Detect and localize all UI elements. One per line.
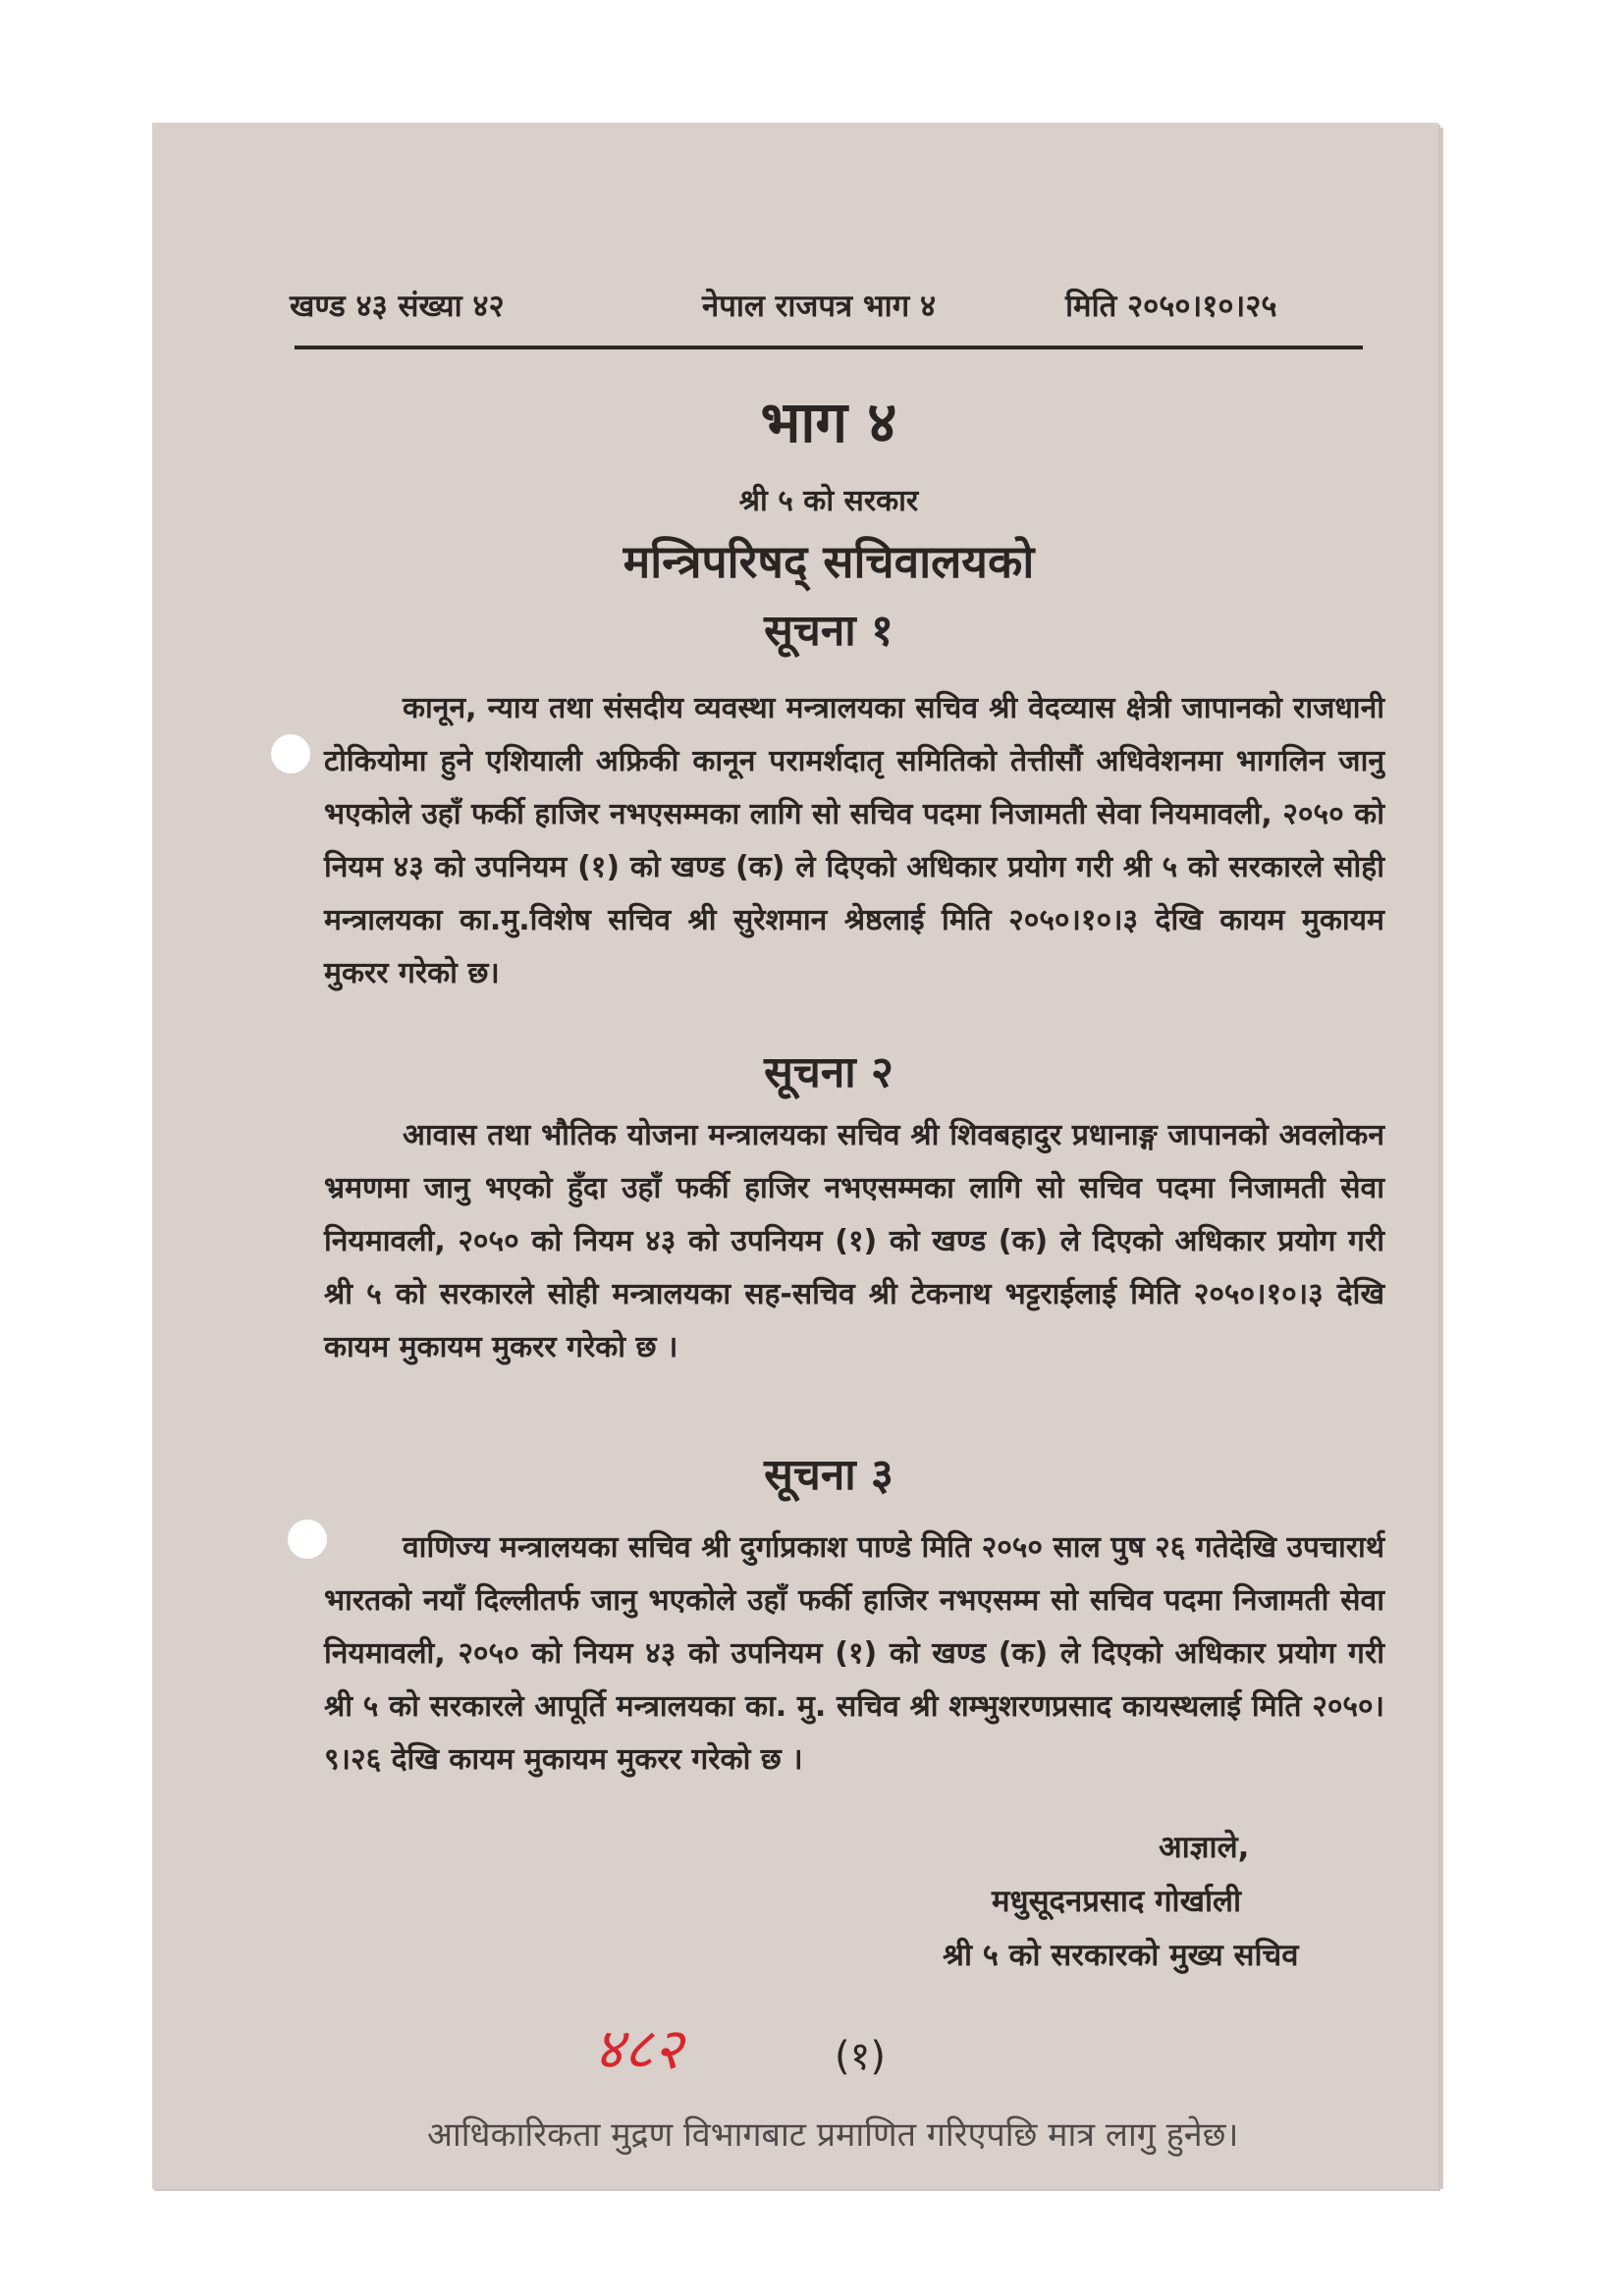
gazette-date: मिति २०५०।१०।२५: [1065, 289, 1277, 324]
gazette-name: नेपाल राजपत्र भाग ४: [702, 289, 937, 324]
government-heading: श्री ५ को सरकार: [738, 484, 919, 518]
notice-3-body: [324, 1522, 1384, 1787]
notice-3-title: सूचना ३: [764, 1450, 893, 1500]
notice-1-text: कानून, न्याय तथा संसदीय व्यवस्था मन्त्रालयका सचिव श्री वेदव्यास क्षेत्री जापानको राजधानी टोकियोमा हुने एशियाली अफ्रिकी कानून परामर्शदातृ समितिको तेत्तीसौं अधिवेशनमा भागलिन जानु भएकोले उहाँ फर्की हाजिर नभएसम्मका लागि सो सचिव पदमा निजामती सेवा नियमावली, २०५० को नियम ४३ को उपनियम (१) को खण्ड (क) ले दिएको अधिकार प्रयोग गरी श्री ५ को सरकारले सोही मन्त्रालयका का.मु.विशेष सचिव श्री सुरेशमान श्रेष्ठलाई मिति २०५०।१०।३ देखि कायम मुकायम मुकरर गरेको छ।: [324, 691, 1384, 990]
punch-hole-bottom: [288, 1520, 327, 1559]
signatory-name: मधुसूदनप्रसाद गोर्खाली: [992, 1884, 1242, 1919]
punch-hole-top: [271, 734, 310, 774]
handwritten-page-number: ४८२: [594, 2015, 683, 2082]
part-heading: भाग ४: [760, 389, 897, 455]
gazette-header: [290, 285, 1360, 324]
header-divider: [295, 346, 1363, 349]
office-heading: मन्त्रिपरिषद् सचिवालयको: [623, 535, 1035, 588]
notice-2-text: आवास तथा भौतिक योजना मन्त्रालयका सचिव श्री शिवबहादुर प्रधानाङ्ग जापानको अवलोकन भ्रमणमा जानु भएको हुँदा उहाँ फर्की हाजिर नभएसम्मका लागि सो सचिव पदमा निजामती सेवा नियमावली, २०५० को नियम ४३ को उपनियम (१) को खण्ड (क) ले दिएको अधिकार प्रयोग गरी श्री ५ को सरकारले सोही मन्त्रालयका सह-सचिव श्री टेकनाथ भट्टराईलाई मिति २०५०।१०।३ देखि कायम मुकायम मुकरर गरेको छ ।: [324, 1118, 1384, 1364]
notice-1-body: [324, 682, 1384, 1000]
notice-2-title: सूचना २: [764, 1047, 893, 1097]
signatory-designation: श्री ५ को सरकारको मुख्य सचिव: [943, 1938, 1299, 1973]
notice-2-body: [324, 1109, 1384, 1374]
notice-1-title: सूचना १: [764, 606, 893, 656]
by-order-text: आज्ञाले,: [1159, 1830, 1250, 1865]
notice-3-text: वाणिज्य मन्त्रालयका सचिव श्री दुर्गाप्रकाश पाण्डे मिति २०५० साल पुष २६ गतेदेखि उपचारार्थ भारतको नयाँ दिल्लीतर्फ जानु भएकोले उहाँ फर्की हाजिर नभएसम्म सो सचिव पदमा निजामती सेवा नियमावली, २०५० को नियम ४३ को उपनियम (१) को खण्ड (क) ले दिएको अधिकार प्रयोग गरी श्री ५ को सरकारले आपूर्ति मन्त्रालयका का. मु. सचिव श्री शम्भुशरणप्रसाद कायस्थलाई मिति २०५०।९।२६ देखि कायम मुकायम मुकरर गरेको छ ।: [324, 1530, 1384, 1777]
authenticity-footer: आधिकारिकता मुद्रण विभागबाट प्रमाणित गरिएपछि मात्र लागु हुनेछ।: [427, 2115, 1239, 2155]
volume-number: खण्ड ४३ संख्या ४२: [290, 289, 505, 324]
page-number: (१): [835, 2034, 887, 2079]
